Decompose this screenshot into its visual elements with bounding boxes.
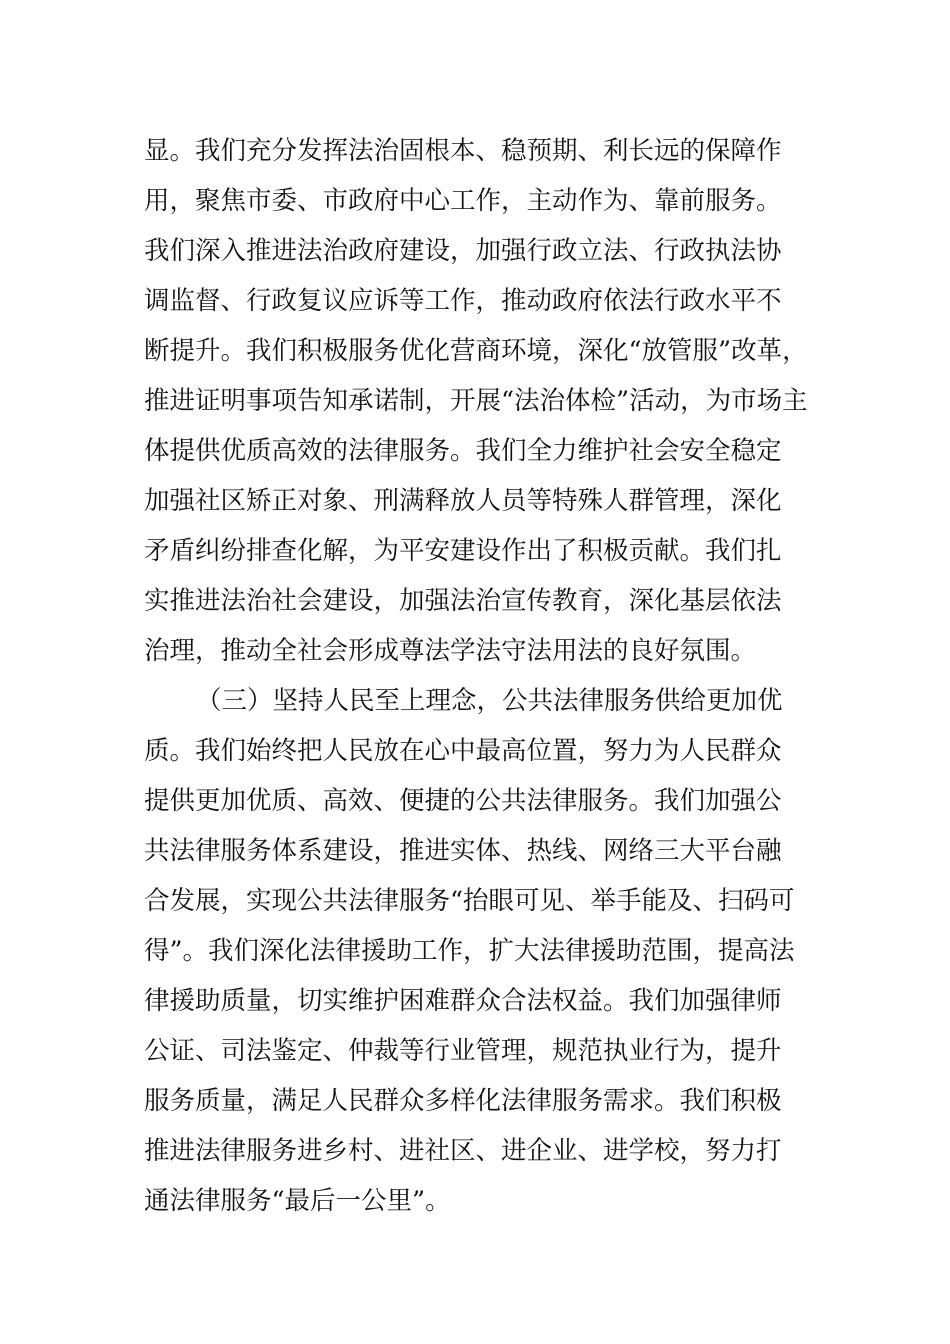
text-line: 用，聚焦市委、市政府中心工作，主动作为、靠前服务。 bbox=[144, 186, 782, 216]
text-line: 体提供优质高效的法律服务。我们全力维护社会安全稳定 bbox=[144, 436, 782, 466]
text-line: 合发展，实现公共法律服务“抬眼可见、举手能及、扫码可 bbox=[144, 886, 795, 916]
text-line: 推进法律服务进乡村、进社区、进企业、进学校，努力打 bbox=[144, 1136, 782, 1166]
text-line: 显。我们充分发挥法治固根本、稳预期、利长远的保障作 bbox=[144, 136, 782, 166]
text-line: 公证、司法鉴定、仲裁等行业管理，规范执业行为，提升 bbox=[144, 1036, 782, 1066]
text-line: 调监督、行政复议应诉等工作，推动政府依法行政水平不 bbox=[144, 286, 782, 316]
section-heading-line: （三）坚持人民至上理念，公共法律服务供给更加优 bbox=[196, 686, 783, 716]
text-line: 共法律服务体系建设，推进实体、热线、网络三大平台融 bbox=[144, 836, 782, 866]
text-line: 治理，推动全社会形成尊法学法守法用法的良好氛围。 bbox=[144, 636, 757, 666]
text-line: 通法律服务“最后一公里”。 bbox=[144, 1186, 451, 1216]
text-line: 提供更加优质、高效、便捷的公共法律服务。我们加强公 bbox=[144, 786, 782, 816]
text-line: 我们深入推进法治政府建设，加强行政立法、行政执法协 bbox=[144, 236, 782, 266]
text-line: 断提升。我们积极服务优化营商环境，深化“放管服”改革， bbox=[144, 336, 808, 366]
text-line: 实推进法治社会建设，加强法治宣传教育，深化基层依法 bbox=[144, 586, 782, 616]
text-line: 矛盾纠纷排查化解，为平安建设作出了积极贡献。我们扎 bbox=[144, 536, 782, 566]
text-line: 加强社区矫正对象、刑满释放人员等特殊人群管理，深化 bbox=[144, 486, 782, 516]
text-line: 服务质量，满足人民群众多样化法律服务需求。我们积极 bbox=[144, 1086, 782, 1116]
text-line: 推进证明事项告知承诺制，开展“法治体检”活动，为市场主 bbox=[144, 386, 808, 416]
text-line: 质。我们始终把人民放在心中最高位置，努力为人民群众 bbox=[144, 736, 782, 766]
text-line: 得”。我们深化法律援助工作，扩大法律援助范围，提高法 bbox=[144, 936, 795, 966]
text-line: 律援助质量，切实维护困难群众合法权益。我们加强律师 bbox=[144, 986, 782, 1016]
